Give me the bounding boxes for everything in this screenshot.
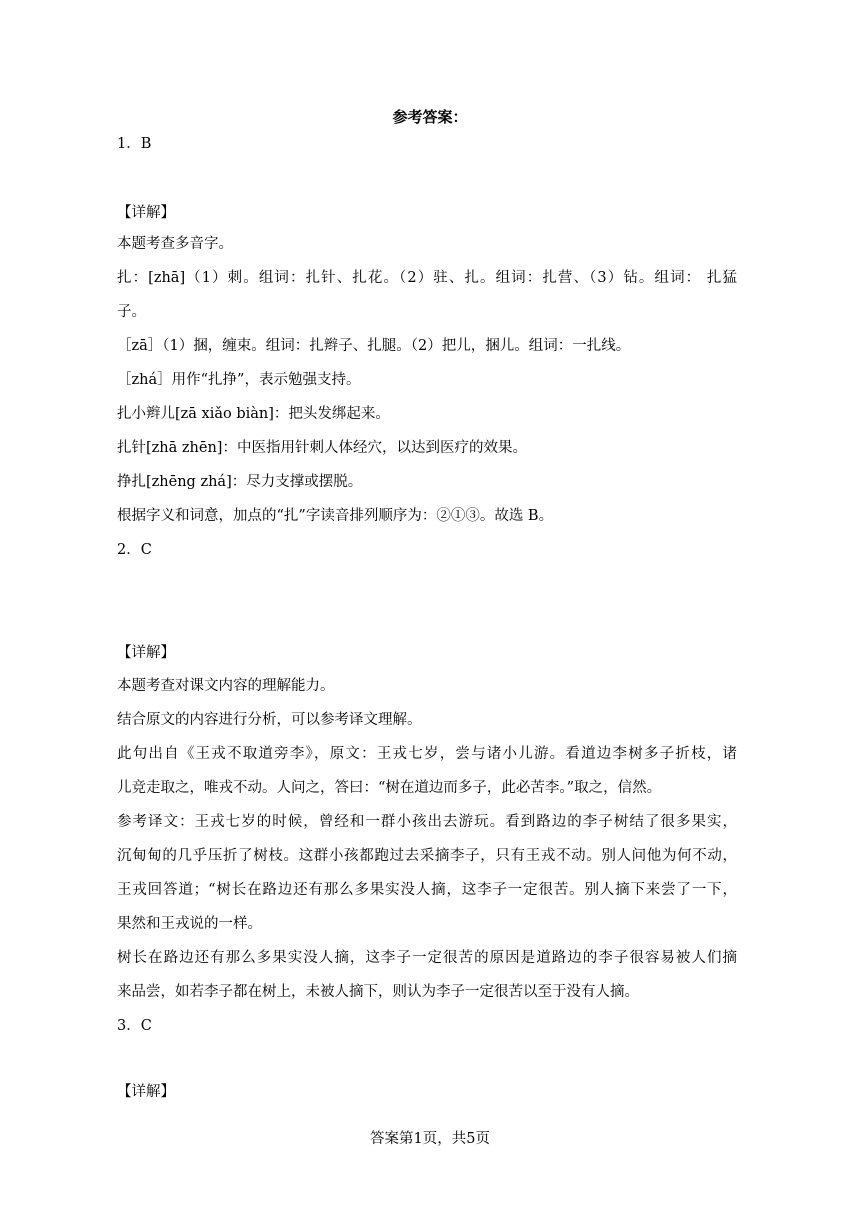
q2-line-5: 参考译文：王戎七岁的时候，曾经和一群小孩出去游玩。看到路边的李子树结了很多果实， — [117, 814, 737, 830]
q2-line-2: 结合原文的内容进行分析，可以参考译文理解。 — [117, 712, 422, 728]
q2-line-9: 树长在路边还有那么多果实没人摘，这李子一定很苦的原因是道路边的李子很容易被人们摘 — [117, 950, 737, 966]
q3-detail-heading: 【详解】 — [117, 1084, 175, 1100]
q2-line-7: 王戎回答道；“树长在路边还有那么多果实没人摘，这李子一定很苦。别人摘下来尝了一下， — [117, 882, 737, 898]
q1-line-2: 扎：[zhā]（1）刺。组词：扎针、扎花。（2）驻、扎。组词：扎营、（3）钻。组词： 扎猛 — [117, 270, 737, 286]
q2-answer: 2．C — [117, 542, 152, 558]
page-footer: 答案第1页，共5页 — [370, 1131, 490, 1147]
q1-line-3: 子。 — [117, 304, 146, 320]
q1-line-8: 挣扎[zhēng zhá]：尽力支撑或摆脱。 — [117, 474, 363, 490]
q2-line-1: 本题考查对课文内容的理解能力。 — [117, 678, 335, 694]
q2-line-3: 此句出自《王戎不取道旁李》，原文：王戎七岁，尝与诸小儿游。看道边李树多子折枝，诸 — [117, 746, 737, 762]
q1-line-9: 根据字义和词意，加点的“扎”字读音排列顺序为：②①③。故选 B。 — [117, 508, 554, 524]
q1-answer: 1．B — [117, 136, 152, 152]
q1-line-5: ［zhá］用作“扎挣”，表示勉强支持。 — [117, 372, 361, 388]
q2-line-8: 果然和王戎说的一样。 — [117, 916, 262, 932]
q2-line-10: 来品尝，如若李子都在树上，未被人摘下，则认为李子一定很苦以至于没有人摘。 — [117, 984, 639, 1000]
page-title: 参考答案： — [392, 108, 468, 126]
q1-line-4: ［zā］（1）捆，缠束。组词：扎辫子、扎腿。（2）把儿，捆儿。组词：一扎线。 — [117, 338, 631, 354]
q1-line-7: 扎针[zhā zhēn]：中医指用针刺人体经穴，以达到医疗的效果。 — [117, 440, 527, 456]
q1-line-6: 扎小辫儿[zā xiǎo biàn]：把头发绑起来。 — [117, 406, 390, 422]
q2-line-6: 沉甸甸的几乎压折了树枝。这群小孩都跑过去采摘李子，只有王戎不动。别人问他为何不动， — [117, 848, 737, 864]
q2-detail-heading: 【详解】 — [117, 645, 175, 661]
q3-answer: 3．C — [117, 1018, 152, 1034]
q1-line-1: 本题考查多音字。 — [117, 236, 233, 252]
q2-line-4: 儿竞走取之，唯戎不动。人问之，答曰：“树在道边而多子，此必苦李。”取之，信然。 — [117, 780, 662, 796]
q1-detail-heading: 【详解】 — [117, 205, 175, 221]
